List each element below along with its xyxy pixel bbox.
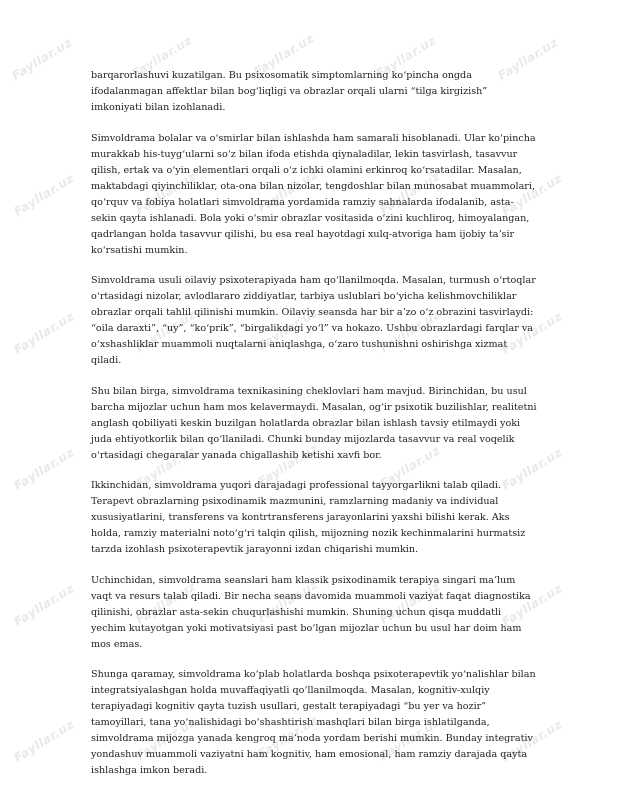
watermark: Fayllar.uz: [11, 171, 77, 219]
watermark: Fayllar.uz: [255, 305, 321, 353]
paragraph: Simvoldrama bolalar va oʻsmirlar bilan ishlashda ham samarali hisoblanadi. Ular koʻpincha murakkab his-tuygʻularni soʻz bilan ifoda etishda qiynaladilar, lekin tasvirlash, tasavvur qilish, ertak va oʻyin elementlari orqali oʻz ichki olamini erkinroq koʻrsatadilar. Masalan, maktabdagi qiyinchiliklar, ota-ona bilan nizolar, tengdoshlar bilan munosabat muammolari, qoʻrquv va fobiya holatlari simvoldrama yordamida ramziy sahnalarda ifodalanib, asta-sekin qayta ishlanadi. Bola yoki oʻsmir obrazlar vositasida oʻzini kuchliroq, himoyalangan, qadrlangan holda tasavvur qilishi, bu esa real hayotdagi xulq-atvoriga ham ijobiy taʼsir koʻrsatishi mumkin.: [91, 132, 536, 256]
watermark: Fayllar.uz: [495, 35, 561, 83]
watermark: Fayllar.uz: [9, 35, 75, 83]
watermark: Fayllar.uz: [255, 577, 321, 625]
watermark: Fayllar.uz: [499, 717, 565, 765]
watermark: Fayllar.uz: [499, 581, 565, 629]
watermark: Fayllar.uz: [255, 441, 321, 489]
paragraph: barqarorlashuvi kuzatilgan. Bu psixosomatik simptomlarning koʻpincha ongda ifodalanmagan affektlar bilan bogʻliqligi va obrazlar orqali ularni “tilga kirgizish” imkoniyati bilan izohlanadi.: [91, 70, 488, 113]
watermark: Fayllar.uz: [133, 169, 199, 217]
watermark: Fayllar.uz: [251, 31, 317, 79]
watermark: Fayllar.uz: [133, 307, 199, 355]
paragraph: Ikkinchidan, simvoldrama yuqori darajadagi professional tayyorgarlikni talab qiladi. Terapevt obrazlarning psixodinamik mazmunini, ramzlarning madaniy va individual xususiyatlarini, transferens va kontrtransferens jarayonlarini yaxshi bilishi kerak. Aks holda, ramziy materialni notoʻgʻri talqin qilish, mijozning nozik kechinmalarini hurmatsiz tarzda izohlash psixoterapevtik jarayonni izdan chiqarishi mumkin.: [91, 480, 526, 555]
paragraph: Shunga qaramay, simvoldrama koʻplab holatlarda boshqa psixoterapevtik yoʻnalishlar bilan integratsiyalashgan holda muvaffaqiyatli qoʻllanilmoqda. Masalan, kognitiv-xulqiy terapiyadagi kognitiv qayta tuzish usullari, gestalt terapiyadagi “bu yer va hozir” tamoyillari, tana yoʻnalishidagi boʻshashtirish mashqlari bilan birga ishlatilganda, simvoldrama mijozga yanada kengroq maʼnoda yordam berishi mumkin. Bunday integrativ yondashuv muammoli vaziyatni ham kognitiv, ham emosional, ham ramziy darajada qayta ishlashga imkon beradi.: [91, 669, 536, 776]
watermark: Fayllar.uz: [133, 579, 199, 627]
watermark: Fayllar.uz: [499, 445, 565, 493]
watermark: Fayllar.uz: [499, 309, 565, 357]
paragraph: Uchinchidan, simvoldrama seanslari ham klassik psixodinamik terapiya singari maʼlum vaqt va resurs talab qiladi. Bir necha seans davomida muammoli vaziyat faqat diagnostika qilinishi, obrazlar asta-sekin chuqurlashishi mumkin. Shuning uchun qisqa muddatli yechim kutayotgan yoki motivatsiyasi past boʻlgan mijozlar uchun bu usul har doim ham mos emas.: [91, 574, 531, 650]
watermark: Fayllar.uz: [377, 169, 443, 217]
watermark: Fayllar.uz: [11, 445, 77, 493]
document-body: [91, 68, 537, 794]
paragraph: Shu bilan birga, simvoldrama texnikasining cheklovlari ham mavjud. Birinchidan, bu usul barcha mijozlar uchun ham mos kelavermaydi. Masalan, ogʻir psixotik buzilishlar, realitetni anglash qobiliyati keskin buzilgan holatlarda obrazlar bilan ishlash tavsiy etilmaydi yoki juda ehtiyotkorlik bilan qoʻllaniladi. Chunki bunday mijozlarda tasavvur va real voqelik oʻrtasidagi chegaralar yanada chigallashib ketishi xavfi bor.: [91, 385, 537, 461]
watermark: Fayllar.uz: [373, 33, 439, 81]
watermark: Fayllar.uz: [377, 579, 443, 627]
watermark: Fayllar.uz: [255, 167, 321, 215]
watermark: Fayllar.uz: [377, 443, 443, 491]
watermark: Fayllar.uz: [377, 715, 443, 763]
watermark: Fayllar.uz: [11, 309, 77, 357]
watermark: Fayllar.uz: [133, 443, 199, 491]
watermark: Fayllar.uz: [11, 581, 77, 629]
watermark: Fayllar.uz: [129, 33, 195, 81]
paragraph: Simvoldrama usuli oilaviy psixoterapiyada ham qoʻllanilmoqda. Masalan, turmush oʻrtoqlar oʻrtasidagi nizolar, avlodlararo ziddiyatlar, tarbiya uslublari boʻyicha kelishmovchiliklar obrazlar orqali tahlil qilinishi mumkin. Oilaviy seansda har bir aʼzo oʻz obrazini tasvirlaydi: “oila daraxti”, “uy”, “koʻprik”, “birgalikdagi yoʻl” va hokazo. Ushbu obrazlardagi farqlar va oʻxshashliklar muammoli nuqtalarni aniqlashga, oʻzaro tushunishni oshirishga xizmat qiladi.: [91, 275, 536, 366]
watermark: Fayllar.uz: [11, 717, 77, 765]
watermark: Fayllar.uz: [377, 307, 443, 355]
watermark: Fayllar.uz: [255, 713, 321, 761]
watermark: Fayllar.uz: [133, 715, 199, 763]
watermark: Fayllar.uz: [499, 171, 565, 219]
